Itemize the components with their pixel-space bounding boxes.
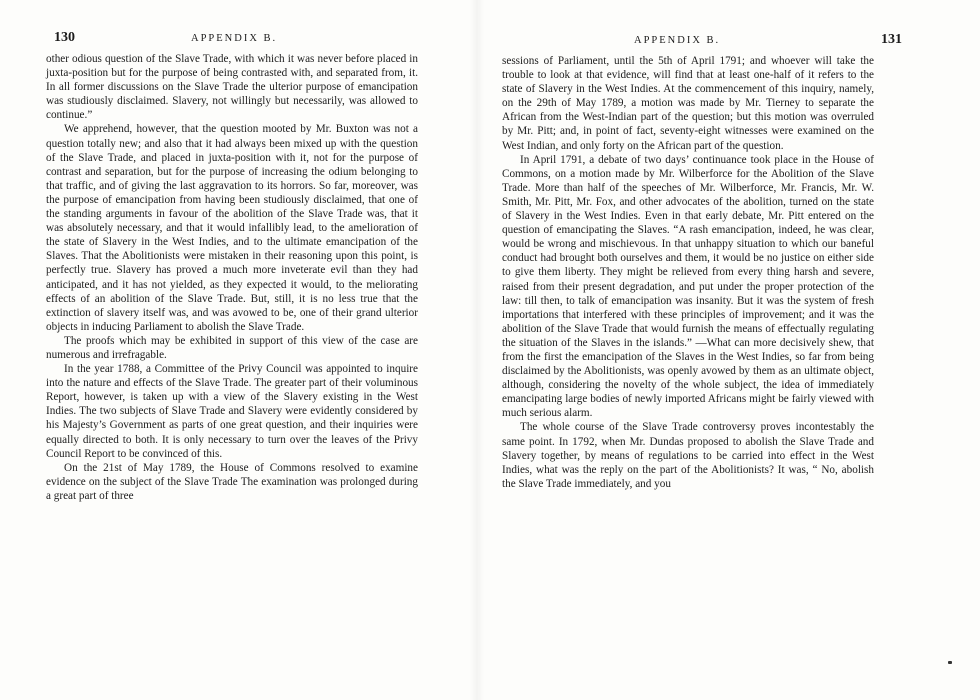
paragraph: The whole course of the Slave Trade controversy proves incontestably the same point. In 1792, when Mr. Dundas proposed to abolish the Slave Trade and Slavery together, by means of regulations to be carried into effect in the West Indies, what was the reply on the part of the Abolitionists? It was, “ No, abolish the Slave Trade immediately, and you bbox=[502, 421, 874, 490]
paragraph: In April 1791, a debate of two days’ continuance took place in the House of Commons, on a motion made by Mr. Wilberforce for the Abolition of the Slave Trade. More than half of the speeches of Mr. Wilberforce, Mr. Francis, Mr. W. Smith, Mr. Pitt, Mr. Fox, and other advocates of the abolition, turned on the state of Slavery in the West Indies. Even in that early debate, Mr. Pitt entered on the question of emancipating the Slaves. “A rash emancipation, indeed, he was clear, would be wrong and mischievous. In that unhappy situation to which our baneful conduct had brought both ourselves and them, it would be no justice on either side to give them liberty. They might be relieved from every thing harsh and severe, raised from their present degradation, and put under the proper protection of the law: till then, to talk of emancipation was insanity. But it was the system of fresh importations that interfered with these principles of improvement; and it was the abolition of the Slave Trade that would furnish the means of effectually regulating the situation of the Slaves in the islands.” —What can more decisively shew, that from the first the emancipation of the Slaves in the West Indies, so far from being disclaimed by the Abolitionists, was openly avowed by them as an ultimate object, although, considering the novelty of the whole subject, the idea of immediately emancipating large bodies of newly imported Africans might be fairly viewed with much serious alarm. bbox=[502, 153, 874, 420]
paragraph: In the year 1788, a Committee of the Privy Council was appointed to inquire into the nature and effects of the Slave Trade. The greater part of their voluminous Report, however, is taken up with a view of the Slavery existing in the West Indies. The two subjects of Slave Trade and Slavery were evidently considered by his Majesty’s Government as parts of one great question, and their inquiries were equally directed to both. It is only necessary to turn over the leaves of the Privy Council Report to be convinced of this. bbox=[46, 363, 418, 460]
left-page-number: 130 bbox=[54, 30, 75, 45]
scan-speck bbox=[948, 661, 952, 664]
left-running-head-title: APPENDIX B. bbox=[191, 33, 278, 44]
right-running-head-title: APPENDIX B. bbox=[634, 35, 721, 46]
paragraph: We apprehend, however, that the question mooted by Mr. Buxton was not a question totally new; and also that it had always been mixed up with the question of the Slave Trade, and placed in juxta-position with it, not for the purpose of contrast and separation, but for the purpose of increasing the odium belonging to that traffic, and of giving the last aggravation to its horrors. So far, moreover, was the purpose of emancipation from having been studiously disclaimed, that one of the standing arguments in favour of the abolition of the Slave Trade was, that it was absolutely necessary, and that it would infallibly lead, to the amelioration of the state of Slavery in the West Indies, and to the ultimate emancipation of the Slaves. That the Abolitionists were mistaken in their reasoning upon this point, is perfectly true. Slavery has proved a much more inveterate evil than they had anticipated, and it has not yielded, as they expected it would, to the meliorating effects of an abolition of the Slave Trade. But, still, it is no less true that the extinction of slavery itself was, and was avowed to be, one of their grand ulterior objects in inducing Parliament to abolish the Slave Trade. bbox=[46, 123, 418, 333]
paragraph: The proofs which may be exhibited in support of this view of the case are numerous and irrefragable. bbox=[46, 334, 418, 361]
left-page-body bbox=[46, 52, 418, 503]
right-page bbox=[502, 32, 902, 491]
paragraph: other odious question of the Slave Trade, with which it was never before placed in juxta-position but for the purpose of being contrasted with, and separated from, it. In all former discussions on the Slave Trade the ulterior purpose of emancipation was studiously disclaimed. Slavery, not willingly but necessarily, was allowed to continue.” bbox=[46, 53, 418, 122]
book-gutter bbox=[470, 0, 484, 700]
left-page bbox=[46, 30, 418, 503]
paragraph: sessions of Parliament, until the 5th of April 1791; and whoever will take the trouble to look at that evidence, will find that at least one-half of it refers to the state of Slavery in the West Indies. At the commencement of this inquiry, namely, on the 29th of May 1789, a motion was made by Mr. Tierney to separate the African from the West-Indian part of the question; but this motion was overruled by Mr. Pitt; and, in point of fact, seventy-eight witnesses were examined on the West Indian, and only forty on the African part of the question. bbox=[502, 55, 874, 152]
right-page-body bbox=[502, 54, 874, 491]
paragraph: On the 21st of May 1789, the House of Commons resolved to examine evidence on the subject of the Slave Trade The examination was prolonged during a great part of three bbox=[46, 461, 418, 502]
right-page-number: 131 bbox=[881, 32, 902, 47]
left-running-head bbox=[46, 30, 418, 52]
right-running-head bbox=[502, 32, 902, 54]
